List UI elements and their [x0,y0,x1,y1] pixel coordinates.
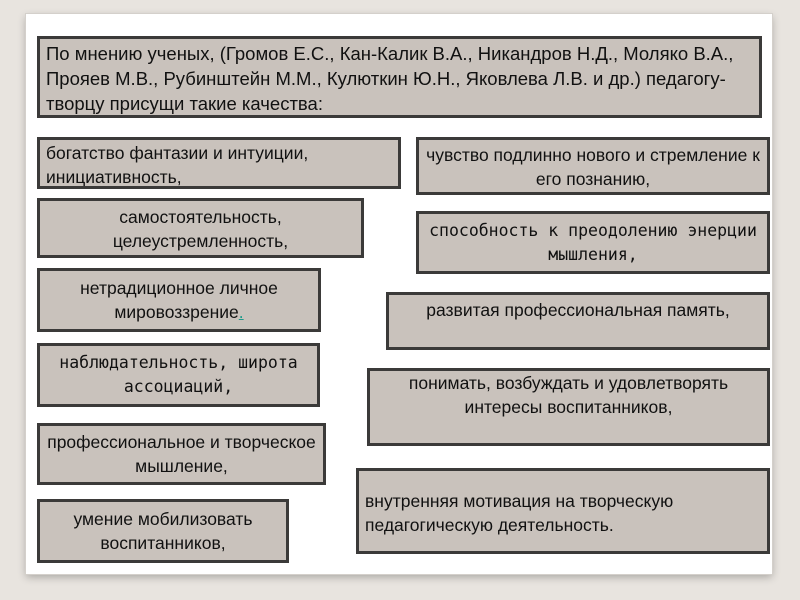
quality-text: развитая профессиональная память, [426,300,730,320]
quality-box-imagination [37,137,401,189]
quality-box-novelty [416,137,770,195]
quality-box-memory [386,292,770,350]
quality-box-thinking [37,423,326,485]
quality-text-suffix: . [238,302,244,322]
quality-text: понимать, возбуждать и удовлетворять интересы воспитанников, [408,373,729,417]
quality-text: нетрадиционное личное мировоззрение [80,278,278,322]
quality-text: чувство подлинно нового и стремление к его познанию, [426,145,760,189]
title-box [37,36,762,118]
quality-box-motivation [356,468,770,554]
quality-box-observation [37,343,320,407]
quality-box-interests [367,368,770,446]
quality-text: профессиональное и творческое мышление, [47,432,316,476]
quality-text: внутренняя мотивация на творческую педагогическую деятельность. [365,491,674,535]
title-text: По мнению ученых, (Громов Е.С., Кан-Калик В.А., Никандров Н.Д., Моляко В.А., Прояев М.В., Рубинштейн М.М., Кулюткин Ю.Н., Яковлева Л.В. и др.) педагогу-творцу присущи такие качества: [46,43,734,114]
quality-text: умение мобилизовать воспитанников, [73,509,253,553]
quality-text: самостоятельность, целеустремленность, [112,207,289,251]
quality-box-worldview [37,268,321,332]
quality-text: наблюдательность, широта ассоциаций, [59,353,298,396]
quality-text: способность к преодолению энерции мышления, [429,221,757,264]
quality-box-mobilize [37,499,289,563]
quality-box-independence [37,198,364,258]
quality-box-inertia [416,211,770,274]
quality-text: богатство фантазии и интуиции, инициативность, [46,143,309,187]
